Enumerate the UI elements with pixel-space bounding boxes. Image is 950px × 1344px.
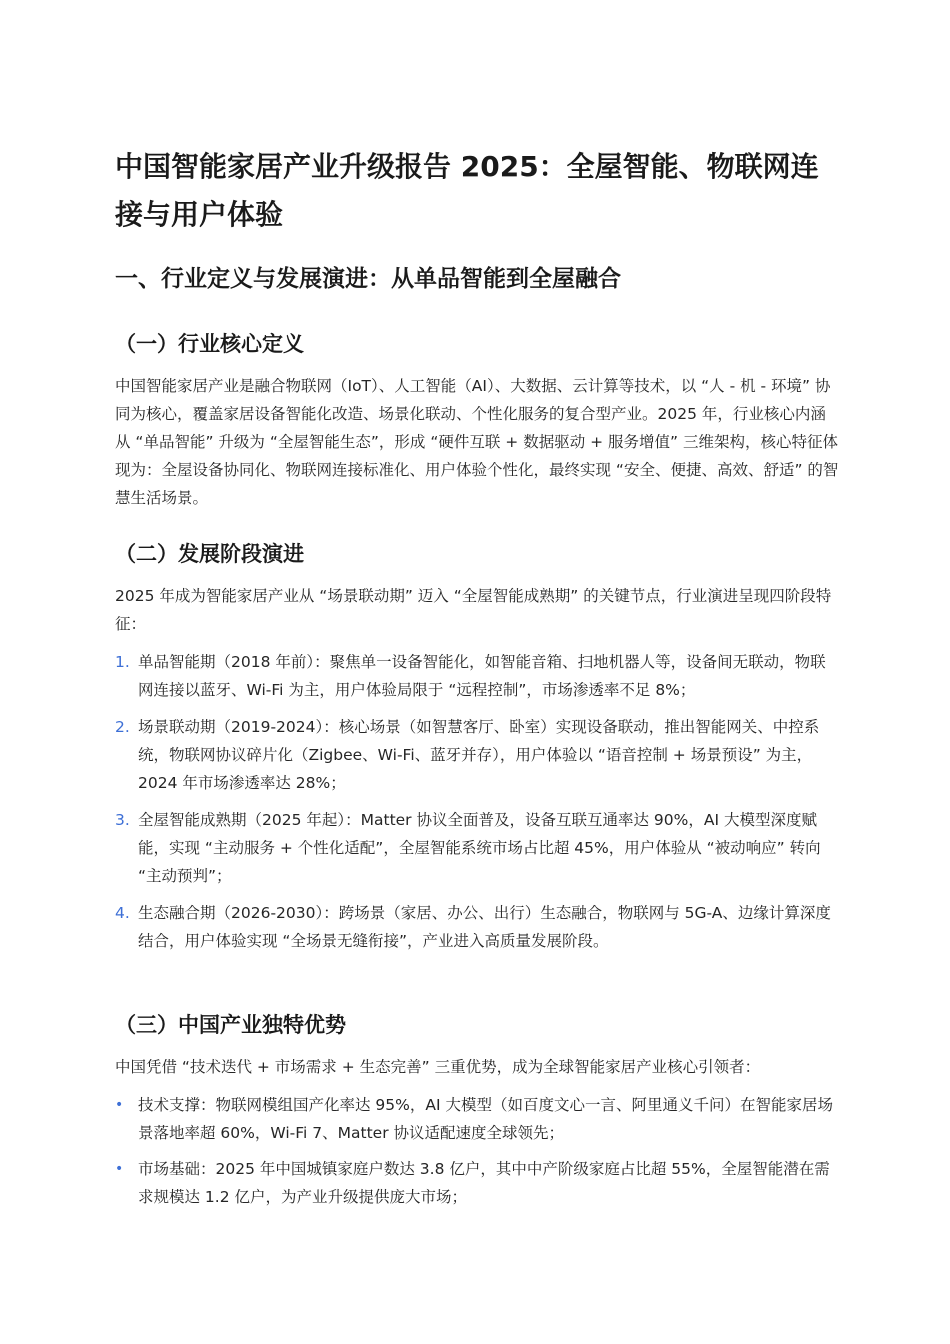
definition-paragraph: 中国智能家居产业是融合物联网（IoT）、人工智能（AI）、大数据、云计算等技术，以 “人 - 机 - 环境” 协同为核心，覆盖家居设备智能化改造、场景化联动、个性化服务的复合型产业。2025 年，行业核心内涵从 “单品智能” 升级为 “全屋智能生态”，形成 “硬件互联 + 数据驱动 + 服务增值” 三维架构，核心特征体现为：全屋设备协同化、物联网连接标准化、用户体验个性化，最终实现 “安全、便捷、高效、舒适” 的智慧生活场景。 [115,377,839,507]
list-item-text: 生态融合期（2026-2030）：跨场景（家居、办公、出行）生态融合，物联网与 5G-A、边缘计算深度结合，用户体验实现 “全场景无缝衔接”，产业进入高质量发展阶段。 [138,904,831,950]
list-item [115,1155,840,1211]
advantages-bullet-list [115,1091,840,1219]
list-item [115,1091,840,1147]
section-1-heading: 一、行业定义与发展演进：从单品智能到全屋融合 [115,266,621,292]
list-item [115,899,840,955]
list-number: 2. [115,718,130,736]
list-item-text: 市场基础：2025 年中国城镇家庭户数达 3.8 亿户，其中中产阶级家庭占比超 55%，全屋智能潜在需求规模达 1.2 亿户，为产业升级提供庞大市场； [138,1160,830,1206]
subsection-3-heading: （三）中国产业独特优势 [115,1013,346,1037]
bullet-icon: • [115,1097,124,1113]
list-item-text: 单品智能期（2018 年前）：聚焦单一设备智能化，如智能音箱、扫地机器人等，设备间无联动，物联网连接以蓝牙、Wi-Fi 为主，用户体验局限于 “远程控制”，市场渗透率不足 8%； [138,653,826,699]
document-title: 中国智能家居产业升级报告 2025：全屋智能、物联网连接与用户体验 [115,150,819,231]
list-item-text: 技术支撑：物联网模组国产化率达 95%，AI 大模型（如百度文心一言、阿里通义千问）在智能家居场景落地率超 60%，Wi-Fi 7、Matter 协议适配速度全球领先； [138,1096,833,1142]
list-item [115,713,840,797]
stages-ordered-list [115,648,840,964]
stages-intro-paragraph: 2025 年成为智能家居产业从 “场景联动期” 迈入 “全屋智能成熟期” 的关键节点，行业演进呈现四阶段特征： [115,587,832,633]
advantages-intro-paragraph: 中国凭借 “技术迭代 + 市场需求 + 生态完善” 三重优势，成为全球智能家居产业核心引领者： [115,1058,761,1076]
list-item-text: 全屋智能成熟期（2025 年起）：Matter 协议全面普及，设备互联互通率达 90%，AI 大模型深度赋能，实现 “主动服务 + 个性化适配”，全屋智能系统市场占比超 45%，用户体验从 “被动响应” 转向 “主动预判”； [138,811,821,885]
list-number: 1. [115,653,130,671]
list-item [115,806,840,890]
list-item [115,648,840,704]
subsection-2-heading: （二）发展阶段演进 [115,542,304,566]
list-number: 3. [115,811,130,829]
bullet-icon: • [115,1161,124,1177]
list-number: 4. [115,904,130,922]
subsection-1-heading: （一）行业核心定义 [115,332,304,356]
list-item-text: 场景联动期（2019-2024）：核心场景（如智慧客厅、卧室）实现设备联动，推出智能网关、中控系统，物联网协议碎片化（Zigbee、Wi-Fi、蓝牙并存），用户体验以 “语音控制 + 场景预设” 为主，2024 年市场渗透率达 28%； [138,718,820,792]
